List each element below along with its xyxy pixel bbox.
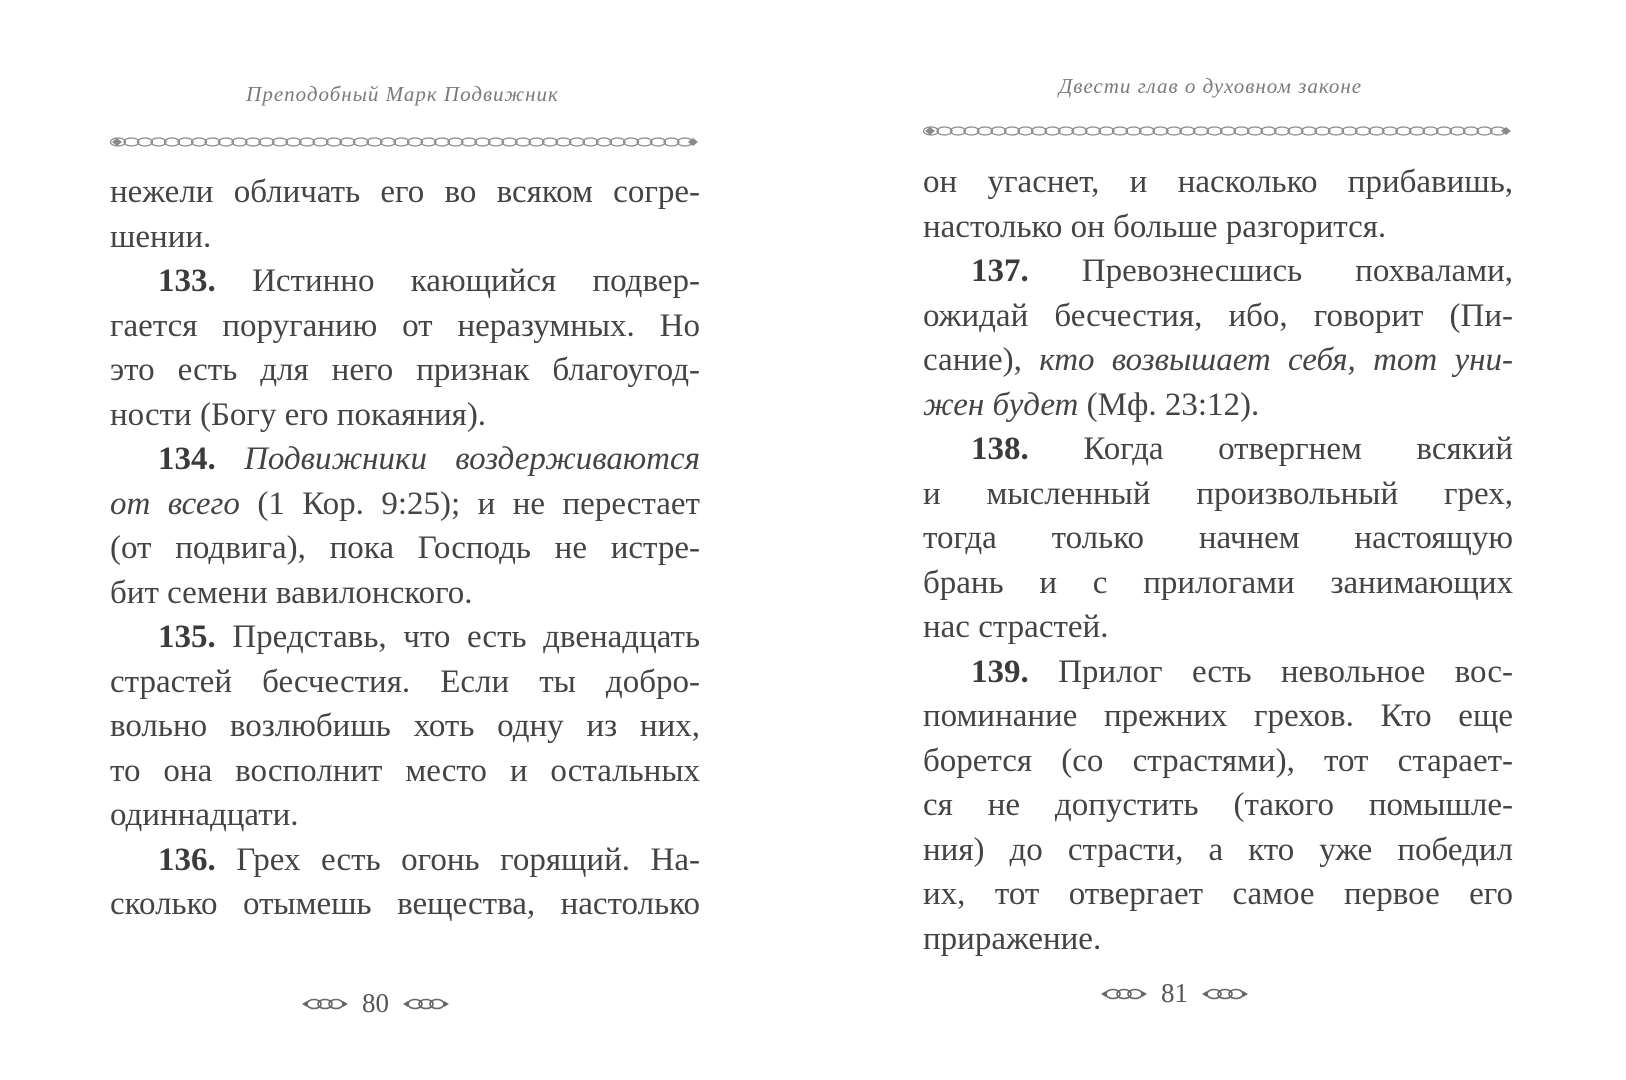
text-line	[923, 917, 1513, 962]
scroll-ornament-icon	[1202, 987, 1248, 1001]
text-line	[110, 170, 700, 215]
text-run: тогда только начнем настоящую	[923, 520, 1513, 556]
text-line	[923, 605, 1513, 650]
right-page	[813, 0, 1626, 1080]
text-line	[110, 215, 700, 260]
text-run: (1 Кор. 9:25); и не перестает	[239, 485, 700, 522]
chapter-number: 136.	[158, 841, 216, 878]
page-number: 81	[1161, 978, 1188, 1008]
text-run: приражение.	[923, 920, 1102, 957]
text-line	[923, 828, 1513, 873]
text-run: ности (Богу его покаяния).	[110, 396, 487, 433]
text-run: Когда отвергнем всякий	[1028, 431, 1513, 467]
text-line	[110, 526, 700, 571]
running-head: Двести глав о духовном законе	[1058, 74, 1363, 98]
chapter-number: 138.	[971, 431, 1029, 467]
text-line	[923, 294, 1513, 339]
text-run: сание),	[923, 342, 1040, 378]
text-line	[923, 694, 1513, 739]
page-number-block	[302, 988, 449, 1019]
text-line	[110, 838, 700, 883]
text-line	[110, 571, 700, 616]
text-run: он угаснет, и насколько прибавишь,	[923, 164, 1513, 200]
scroll-ornament-icon	[1101, 987, 1147, 1001]
text-run: настолько он больше разгорится.	[923, 208, 1387, 245]
page-number-block	[1101, 978, 1248, 1009]
text-line	[110, 882, 700, 927]
text-run: гается поруганию от неразумных. Но	[110, 307, 700, 344]
text-run: ся не допустить (такого помышле-	[923, 787, 1513, 823]
text-run: Превознесшись похвалами,	[1028, 253, 1513, 289]
chapter-number: 133.	[158, 263, 216, 299]
text-run: то она восполнит место и остальных	[110, 752, 700, 789]
text-run: (Мф. 23:12).	[1078, 386, 1260, 423]
scripture-quote: жен будет	[923, 386, 1079, 423]
text-run: (от подвига), пока Господь не истре-	[110, 530, 700, 566]
text-line	[110, 259, 700, 304]
text-run: ожидай бесчестия, ибо, говорит (Пи-	[923, 297, 1513, 334]
text-line	[923, 516, 1513, 561]
text-line	[923, 383, 1513, 428]
text-line	[923, 249, 1513, 294]
text-run: это есть для него признак благоугод-	[110, 352, 700, 388]
text-run	[216, 441, 244, 477]
text-line	[110, 482, 700, 527]
text-run: Грех есть огонь горящий. На-	[215, 841, 700, 878]
scripture-quote: Подвижники воздерживаются	[244, 441, 700, 477]
scripture-quote: от всего	[110, 485, 240, 522]
body-text	[923, 160, 1513, 961]
text-run: ния) до страсти, а кто уже победил	[923, 831, 1513, 868]
text-run: Истинно кающийся подвер-	[215, 263, 700, 299]
text-line	[923, 205, 1513, 250]
chapter-number: 134.	[158, 441, 216, 477]
scroll-ornament-icon	[403, 997, 449, 1011]
text-line	[923, 427, 1513, 472]
text-line	[110, 615, 700, 660]
text-line	[923, 472, 1513, 517]
text-run: брань и с прилогами занимающих	[923, 564, 1513, 601]
scripture-quote: кто возвышает себя, тот уни-	[1039, 342, 1514, 378]
text-run: шении.	[110, 218, 212, 255]
text-run: Представь, что есть двенадцать	[215, 619, 700, 655]
text-run: их, тот отвергает самое первое его	[923, 876, 1513, 912]
text-line	[923, 160, 1513, 205]
text-run: борется (со страстями), тот старает-	[923, 742, 1513, 779]
text-line	[110, 304, 700, 349]
text-run: бит семени вавилонского.	[110, 574, 473, 611]
chapter-number: 139.	[971, 653, 1029, 690]
chain-rule-ornament-icon	[110, 135, 700, 149]
chain-rule-ornament-icon	[923, 124, 1513, 138]
text-run: страстей бесчестия. Если ты добро-	[110, 663, 700, 700]
text-line	[110, 660, 700, 705]
text-line	[923, 650, 1513, 695]
text-line	[923, 739, 1513, 784]
text-line	[110, 393, 700, 438]
text-line	[923, 561, 1513, 606]
text-line	[923, 783, 1513, 828]
text-run: нас страстей.	[923, 609, 1109, 645]
scroll-ornament-icon	[302, 997, 348, 1011]
text-line	[923, 338, 1513, 383]
text-run: сколько отымешь вещества, настолько	[110, 886, 700, 922]
text-run: нежели обличать его во всяком согре-	[110, 174, 700, 210]
page-number: 80	[362, 988, 389, 1018]
text-line	[110, 704, 700, 749]
chapter-number: 137.	[971, 253, 1029, 289]
text-run: и мысленный произвольный грех,	[923, 475, 1513, 512]
body-text	[110, 170, 700, 927]
running-head: Преподобный Марк Подвижник	[246, 82, 559, 106]
text-line	[110, 437, 700, 482]
text-run: поминание прежних грехов. Кто еще	[923, 698, 1513, 734]
chapter-number: 135.	[158, 619, 216, 655]
text-line	[110, 793, 700, 838]
text-run: Прилог есть невольное вос-	[1028, 653, 1513, 690]
text-line	[923, 872, 1513, 917]
text-run: вольно возлюбишь хоть одну из них,	[110, 708, 700, 744]
text-line	[110, 749, 700, 794]
text-run: одиннадцати.	[110, 797, 299, 833]
text-line	[110, 348, 700, 393]
